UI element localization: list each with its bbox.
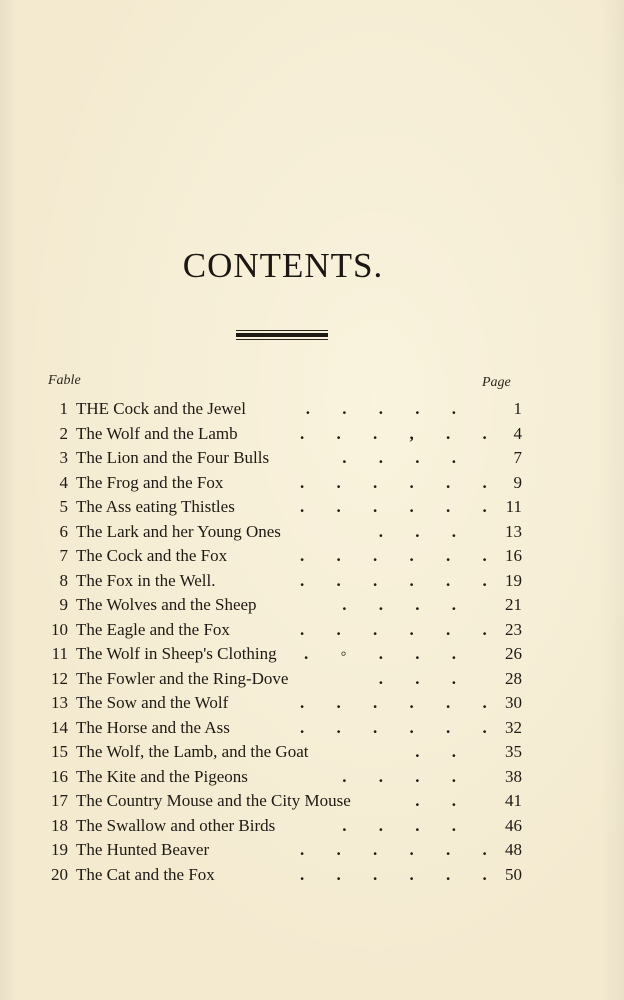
contents-entry xyxy=(0,569,624,594)
fable-title: THE Cock and the Jewel xyxy=(76,399,246,418)
fable-number: 3 xyxy=(59,448,68,467)
fable-title: The Cat and the Fox xyxy=(76,864,215,884)
contents-entry xyxy=(0,618,624,643)
contents-entry xyxy=(0,422,624,447)
page-number: 11 xyxy=(505,497,522,516)
fable-number: 10 xyxy=(51,619,68,639)
fable-title: The Wolf and the Lamb xyxy=(76,423,238,443)
fable-title: The Lark and her Young Ones xyxy=(76,521,281,541)
dot-leader: . . . . . . xyxy=(300,472,501,492)
contents-entry xyxy=(0,814,624,839)
fable-title: The Ass eating Thistles xyxy=(76,497,235,516)
dot-leader: . ◦ . . . xyxy=(303,644,470,663)
dot-leader: . . . . xyxy=(342,448,470,467)
fable-number: 20 xyxy=(51,864,68,884)
page-number: 1 xyxy=(513,399,522,418)
fable-title: The Wolf, the Lamb, and the Goat xyxy=(76,742,309,761)
dot-leader: . . . . . . xyxy=(300,840,501,859)
contents-entry xyxy=(0,520,624,545)
contents-entry xyxy=(0,495,624,520)
contents-entry xyxy=(0,471,624,496)
fable-title: The Wolf in Sheep's Clothing xyxy=(76,644,277,663)
page-title: CONTENTS. xyxy=(182,246,384,285)
dot-leader: . . . . . . xyxy=(300,864,501,884)
contents-entry xyxy=(0,642,624,667)
dot-leader: . . . . . . xyxy=(300,497,501,516)
dot-leader: . . xyxy=(415,742,470,761)
page-number: 21 xyxy=(505,595,522,614)
contents-entry xyxy=(0,446,624,471)
page-number: 9 xyxy=(513,472,522,492)
fable-number: 17 xyxy=(51,791,68,810)
fable-title: The Horse and the Ass xyxy=(76,717,230,737)
contents-entry xyxy=(0,740,624,765)
dot-leader: . . . . . . xyxy=(300,619,501,639)
page-number: 41 xyxy=(505,791,522,810)
contents-entry xyxy=(0,863,624,888)
fable-title: The Cock and the Fox xyxy=(76,546,228,565)
fable-number: 16 xyxy=(51,766,68,786)
fable-title: The Country Mouse and the City Mouse xyxy=(76,791,351,810)
dot-leader: . . . . xyxy=(342,815,470,835)
contents-entry xyxy=(0,765,624,790)
fable-number: 5 xyxy=(59,497,68,516)
fable-number: 19 xyxy=(51,840,68,859)
dot-leader: . . xyxy=(415,791,470,810)
contents-entry xyxy=(0,716,624,741)
page-number: 13 xyxy=(505,521,522,541)
page-number: 35 xyxy=(505,742,522,761)
fable-title: The Eagle and the Fox xyxy=(76,619,230,639)
fable-number: 4 xyxy=(59,472,68,492)
page-number: 19 xyxy=(505,570,522,590)
fable-title: The Wolves and the Sheep xyxy=(76,595,257,614)
dot-leader: . . . . xyxy=(342,766,470,786)
page-number: 48 xyxy=(505,840,522,859)
page-number: 30 xyxy=(505,693,522,712)
page-column-header: Page xyxy=(482,375,511,390)
page-number: 38 xyxy=(505,766,522,786)
dot-leader: . . . . . . xyxy=(300,717,501,737)
fable-number: 1 xyxy=(59,399,68,418)
rule-thin-bottom xyxy=(236,339,328,340)
fable-title: The Sow and the Wolf xyxy=(76,693,229,712)
fable-number: 6 xyxy=(59,521,68,541)
page-number: 4 xyxy=(513,423,522,443)
fable-title: The Fowler and the Ring-Dove xyxy=(76,668,289,688)
page-number: 7 xyxy=(513,448,522,467)
fable-number: 9 xyxy=(59,595,68,614)
contents-entry xyxy=(0,667,624,692)
dot-leader: . . . xyxy=(378,668,470,688)
rule-thin-top xyxy=(236,330,328,331)
dot-leader: . . . , . . xyxy=(300,423,501,443)
page-number: 46 xyxy=(505,815,522,835)
dot-leader: . . . . . . xyxy=(300,570,501,590)
page-number: 28 xyxy=(505,668,522,688)
contents-entry xyxy=(0,397,624,422)
fable-title: The Swallow and other Birds xyxy=(76,815,276,835)
fable-number: 7 xyxy=(59,546,68,565)
contents-entry xyxy=(0,838,624,863)
dot-leader: . . . . . . xyxy=(300,546,501,565)
fable-title: The Frog and the Fox xyxy=(76,472,224,492)
fable-number: 11 xyxy=(51,644,68,663)
contents-entry xyxy=(0,789,624,814)
fable-number: 8 xyxy=(59,570,68,590)
ornamental-rule xyxy=(236,330,328,342)
fable-number: 13 xyxy=(51,693,68,712)
fable-number: 18 xyxy=(51,815,68,835)
dot-leader: . . . . . . xyxy=(300,693,501,712)
fable-number: 2 xyxy=(59,423,68,443)
contents-list xyxy=(0,397,624,887)
contents-entry xyxy=(0,593,624,618)
fable-number: 12 xyxy=(51,668,68,688)
page-number: 26 xyxy=(505,644,522,663)
page-number: 16 xyxy=(505,546,522,565)
fable-number: 14 xyxy=(51,717,68,737)
page-number: 23 xyxy=(505,619,522,639)
fable-title: The Lion and the Four Bulls xyxy=(76,448,270,467)
page-number: 32 xyxy=(505,717,522,737)
contents-entry xyxy=(0,691,624,716)
fable-number: 15 xyxy=(51,742,68,761)
rule-thick xyxy=(236,333,328,337)
contents-entry xyxy=(0,544,624,569)
dot-leader: . . . xyxy=(378,521,470,541)
dot-leader: . . . . xyxy=(342,595,470,614)
fable-title: The Kite and the Pigeons xyxy=(76,766,248,786)
fable-column-header: Fable xyxy=(48,373,81,388)
dot-leader: . . . . . xyxy=(305,399,470,418)
page-number: 50 xyxy=(505,864,522,884)
fable-title: The Fox in the Well. xyxy=(76,570,216,590)
fable-title: The Hunted Beaver xyxy=(76,840,210,859)
